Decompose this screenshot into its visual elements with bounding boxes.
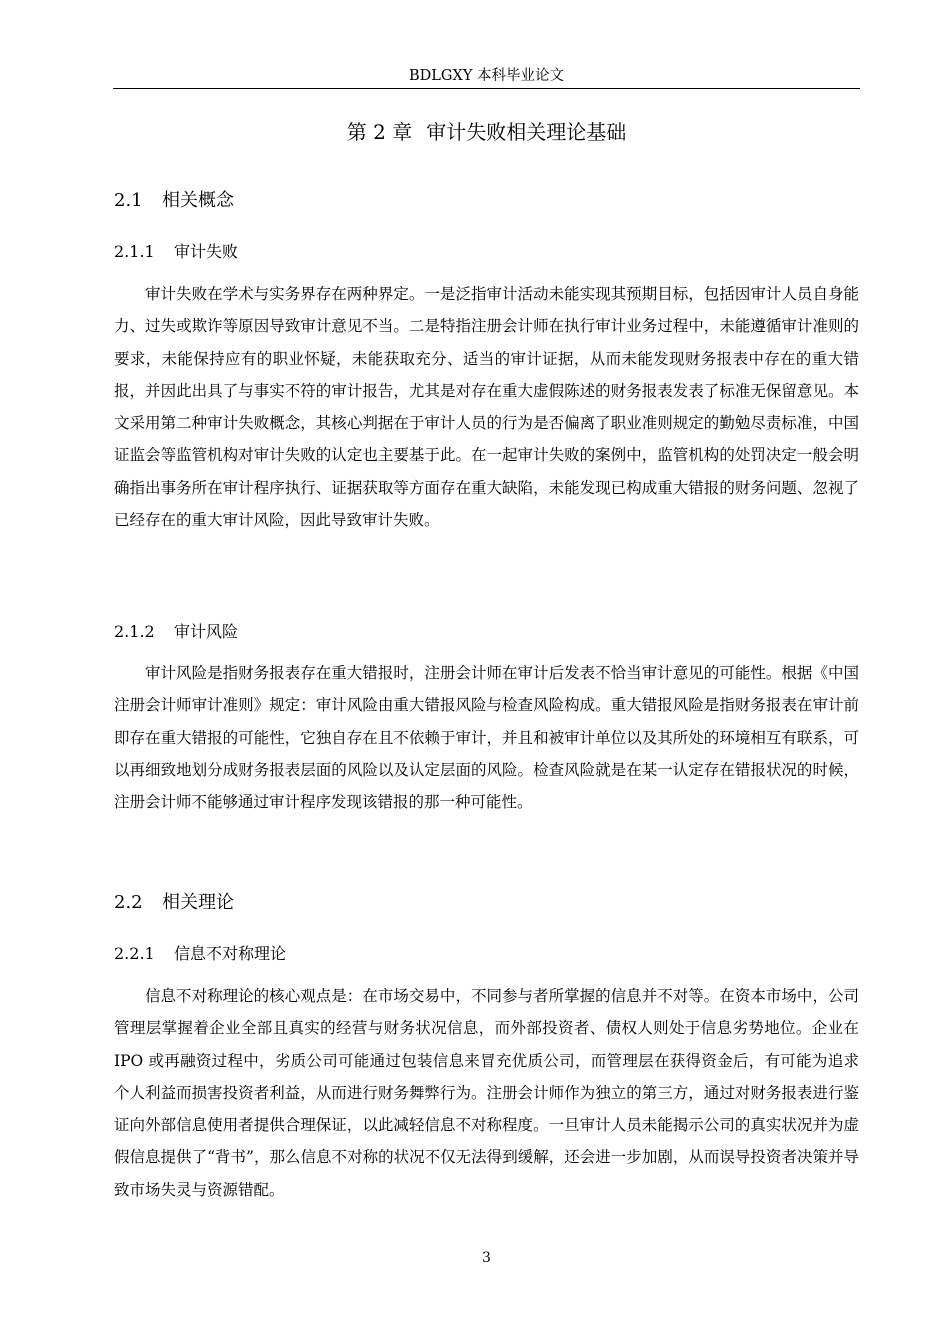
header-title: BDLGXY 本科毕业论文 bbox=[409, 68, 564, 84]
section-heading-2-2 bbox=[114, 888, 234, 918]
paragraph-audit-failure: 审计失败在学术与实务界存在两种界定。一是泛指审计活动未能实现其预期目标，包括因审计人员自身能力、过失或欺诈等原因导致审计意见不当。二是特指注册会计师在执行审计业务过程中，未能遵循审计准则的要求，未能保持应有的职业怀疑，未能获取充分、适当的审计证据，从而未能发现财务报表中存在的重大错报，并因此出具了与事实不符的审计报告，尤其是对存在重大虚假陈述的财务报表发表了标准无保留意见。本文采用第二种审计失败概念，其核心判据在于审计人员的行为是否偏离了职业准则规定的勤勉尽责标准，中国证监会等监管机构对审计失败的认定也主要基于此。在一起审计失败的案例中，监管机构的处罚决定一般会明确指出事务所在审计程序执行、证据获取等方面存在重大缺陷，未能发现已构成重大错报的财务问题、忽视了已经存在的重大审计风险，因此导致审计失败。 bbox=[114, 285, 859, 530]
section-heading-2-1 bbox=[114, 186, 234, 216]
section-number: 2.1.1 bbox=[114, 242, 155, 261]
section-number: 2.1.2 bbox=[114, 622, 155, 641]
chapter-number: 第 2 章 bbox=[346, 120, 413, 144]
section-heading-2-1-2 bbox=[114, 618, 238, 646]
chapter-title bbox=[113, 112, 860, 152]
page-footer bbox=[113, 1248, 860, 1268]
section-number: 2.2.1 bbox=[114, 944, 155, 963]
section-number: 2.1 bbox=[114, 190, 143, 211]
paragraph-audit-risk: 审计风险是指财务报表存在重大错报时，注册会计师在审计后发表不恰当审计意见的可能性。根据《中国注册会计师审计准则》规定：审计风险由重大错报风险与检查风险构成。重大错报风险是指财务报表在审计前即存在重大错报的可能性，它独自存在且不依赖于审计，并且和被审计单位以及其所处的环境相互有联系，可以再细致地划分成财务报表层面的风险以及认定层面的风险。检查风险就是在某一认定存在错报状况的时候，注册会计师不能够通过审计程序发现该错报的那一种可能性。 bbox=[114, 664, 859, 812]
section-title: 相关概念 bbox=[162, 190, 234, 211]
section-heading-2-2-1 bbox=[114, 940, 286, 968]
page-header bbox=[113, 64, 860, 89]
section-title: 审计风险 bbox=[174, 622, 239, 641]
section-heading-2-1-1 bbox=[114, 238, 238, 266]
section-title: 审计失败 bbox=[174, 242, 239, 261]
paragraph-information-asymmetry: 信息不对称理论的核心观点是：在市场交易中，不同参与者所掌握的信息并不对等。在资本市场中，公司管理层掌握着企业全部且真实的经营与财务状况信息，而外部投资者、债权人则处于信息劣势地位。企业在 IPO 或再融资过程中，劣质公司可能通过包装信息来冒充优质公司，而管理层在获得资金后，有可能为追求个人利益而损害投资者利益，从而进行财务舞弊行为。注册会计师作为独立的第三方，通过对财务报表进行鉴证向外部信息使用者提供合理保证，以此减轻信息不对称程度。一旦审计人员未能揭示公司的真实状况并为虚假信息提供了“背书”，那么信息不对称的状况不仅无法得到缓解，还会进一步加剧，从而误导投资者决策并导致市场失灵与资源错配。 bbox=[114, 987, 859, 1199]
chapter-title-text: 审计失败相关理论基础 bbox=[426, 120, 627, 144]
section-number: 2.2 bbox=[114, 892, 143, 913]
page-number: 3 bbox=[482, 1250, 491, 1266]
section-title: 相关理论 bbox=[162, 892, 234, 913]
section-title: 信息不对称理论 bbox=[174, 944, 287, 963]
